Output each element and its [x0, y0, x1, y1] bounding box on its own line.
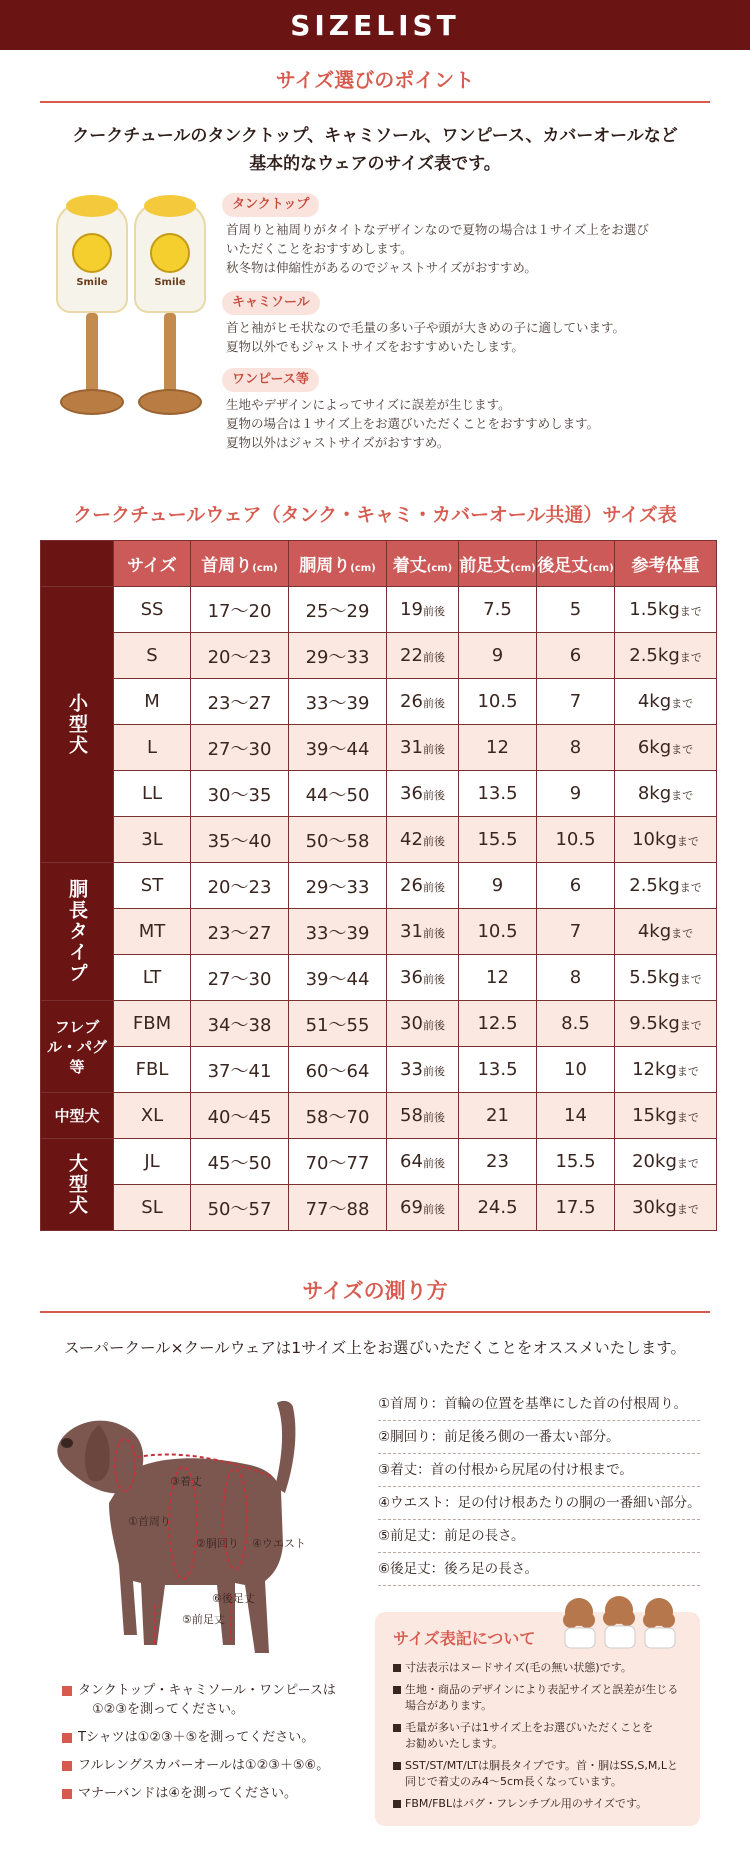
cell-chest: 44〜50: [289, 771, 387, 817]
intro-line: クークチュールのタンクトップ、キャミソール、ワンピース、カバーオールなど: [72, 126, 678, 146]
smile-print: Smile: [76, 277, 108, 288]
description-line: いただくことをおすすめします。: [226, 241, 413, 256]
description-line: 首と袖がヒモ状なので毛量の多い子や頭が大きめの子に適しています。: [226, 320, 626, 335]
list-item-line: ①②③を測ってください。: [92, 1702, 244, 1717]
mannequin-pole: [164, 313, 176, 393]
measure-subtitle: スーパークール×クールウェアは1サイズ上をお選びいただくことをオススメいたします。: [64, 1339, 686, 1357]
list-item: フルレングスカバーオールは①②③＋⑤⑥。: [62, 1756, 372, 1775]
group-header-cell: [41, 541, 114, 587]
list-item: [393, 1720, 688, 1752]
cell-front: 21: [459, 1093, 537, 1139]
cell-back: 17.5: [537, 1185, 615, 1231]
dog-label-waist: ④ウエスト: [252, 1537, 306, 1550]
cell-neck: 45〜50: [191, 1139, 289, 1185]
description-line: 生地やデザインによってサイズに誤差が生じます。: [226, 397, 511, 412]
cell-back: 6: [537, 863, 615, 909]
cell-front: 15.5: [459, 817, 537, 863]
cell-neck: 34〜38: [191, 1001, 289, 1047]
cell-size: LL: [114, 771, 191, 817]
cell-length: 69前後: [387, 1185, 459, 1231]
group-label-small: 小型犬: [41, 587, 114, 863]
cell-back: 9: [537, 771, 615, 817]
cell-chest: 60〜64: [289, 1047, 387, 1093]
header-length: 着丈(cm): [387, 541, 459, 587]
cell-size: 3L: [114, 817, 191, 863]
list-item-line: 場合があります。: [405, 1699, 493, 1712]
cell-chest: 33〜39: [289, 909, 387, 955]
tag-description: [226, 318, 726, 356]
cell-weight: 4kgまで: [615, 679, 717, 725]
description-line: 夏物以外でもジャストサイズをおすすめいたします。: [226, 339, 524, 354]
list-item-line: SST/ST/MT/LTは胴長タイプです。首・胴はSS,S,M,Lと: [405, 1759, 679, 1772]
list-item-line: FBM/FBLはパグ・フレンチブル用のサイズです。: [405, 1797, 648, 1810]
header-banner: [0, 0, 750, 50]
smile-face-icon: [150, 233, 190, 273]
collar: [66, 195, 118, 217]
cell-size: JL: [114, 1139, 191, 1185]
cell-neck: 20〜23: [191, 633, 289, 679]
cell-weight: 1.5kgまで: [615, 587, 717, 633]
cell-neck: 23〜27: [191, 909, 289, 955]
measure-section-title: サイズの測り方: [302, 1279, 448, 1303]
cell-length: 31前後: [387, 909, 459, 955]
cell-size: FBM: [114, 1001, 191, 1047]
header-size: サイズ: [114, 541, 191, 587]
list-item: [393, 1682, 688, 1714]
list-item: マナーバンドは④を測ってください。: [62, 1784, 372, 1803]
table-row: [41, 725, 717, 771]
cell-chest: 58〜70: [289, 1093, 387, 1139]
cell-length: 64前後: [387, 1139, 459, 1185]
list-item: ⑤前足丈：前足の長さ。: [378, 1520, 700, 1553]
cell-chest: 25〜29: [289, 587, 387, 633]
table-row: [41, 1001, 717, 1047]
cell-front: 24.5: [459, 1185, 537, 1231]
mannequin-base: [60, 389, 124, 415]
tag-description: [226, 220, 726, 277]
cell-neck: 37〜41: [191, 1047, 289, 1093]
cell-weight: 20kgまで: [615, 1139, 717, 1185]
measure-guide-list: [62, 1681, 372, 1812]
list-item: Tシャツは①②③＋⑤を測ってください。: [62, 1728, 372, 1747]
cell-weight: 4kgまで: [615, 909, 717, 955]
list-item: ②胴回り：前足後ろ側の一番太い部分。: [378, 1421, 700, 1454]
header-chest: 胴周り(cm): [289, 541, 387, 587]
cell-length: 31前後: [387, 725, 459, 771]
description-line: 夏物の場合は１サイズ上をお選びいただくことをおすすめします。: [226, 416, 600, 431]
table-row: [41, 1185, 717, 1231]
dog-label-length: ③着丈: [170, 1475, 202, 1488]
table-row: [41, 1047, 717, 1093]
measurement-list: [378, 1388, 700, 1586]
cell-weight: 5.5kgまで: [615, 955, 717, 1001]
cell-length: 42前後: [387, 817, 459, 863]
cell-weight: 6kgまで: [615, 725, 717, 771]
description-line: 夏物以外はジャストサイズがおすすめ。: [226, 435, 450, 450]
dog-label-neck: ①首周り: [128, 1515, 171, 1528]
group-label-french: フレブル・パグ等: [41, 1001, 114, 1093]
header-back-leg: 後足丈(cm): [537, 541, 615, 587]
cell-front: 23: [459, 1139, 537, 1185]
mannequin-base: [138, 389, 202, 415]
cell-length: 26前後: [387, 863, 459, 909]
cell-neck: 27〜30: [191, 725, 289, 771]
list-item-line: 寸法表示はヌードサイズ(毛の無い状態)です。: [405, 1661, 632, 1674]
table-row: [41, 817, 717, 863]
mannequin-image: [52, 195, 132, 445]
cell-length: 58前後: [387, 1093, 459, 1139]
group-label-long: 胴長タイプ: [41, 863, 114, 1001]
list-item: ①首周り：首輪の位置を基準にした首の付根周り。: [378, 1388, 700, 1421]
cell-size: SS: [114, 587, 191, 633]
description-line: 秋冬物は伸縮性があるのでジャストサイズがおすすめ。: [226, 260, 537, 275]
header-weight: 参考体重: [615, 541, 717, 587]
smile-face-icon: [72, 233, 112, 273]
table-row: [41, 771, 717, 817]
cell-chest: 29〜33: [289, 633, 387, 679]
collar: [144, 195, 196, 217]
cell-length: 36前後: [387, 955, 459, 1001]
cell-back: 7: [537, 679, 615, 725]
cell-size: LT: [114, 955, 191, 1001]
list-item-line: タンクトップ・キャミソール・ワンピースは: [78, 1683, 336, 1698]
cell-neck: 40〜45: [191, 1093, 289, 1139]
cell-size: SL: [114, 1185, 191, 1231]
size-notation-box: [375, 1612, 700, 1826]
cell-back: 7: [537, 909, 615, 955]
cell-weight: 9.5kgまで: [615, 1001, 717, 1047]
list-item: ④ウエスト：足の付け根あたりの胴の一番細い部分。: [378, 1487, 700, 1520]
table-row: [41, 633, 717, 679]
cell-neck: 35〜40: [191, 817, 289, 863]
cell-chest: 77〜88: [289, 1185, 387, 1231]
cell-front: 12: [459, 955, 537, 1001]
table-row: [41, 955, 717, 1001]
cell-weight: 15kgまで: [615, 1093, 717, 1139]
mannequin-image: [130, 195, 210, 445]
cell-front: 10.5: [459, 909, 537, 955]
list-item-line: 同じで着丈のみ4〜5cm長くなっています。: [405, 1775, 622, 1788]
dog-label-back-leg: ⑥後足丈: [212, 1592, 255, 1605]
cell-back: 8: [537, 725, 615, 771]
intro-text: [0, 122, 750, 178]
size-table-title: クークチュールウェア（タンク・キャミ・カバーオール共通）サイズ表: [73, 504, 677, 526]
cell-length: 30前後: [387, 1001, 459, 1047]
cell-length: 36前後: [387, 771, 459, 817]
cell-weight: 12kgまで: [615, 1047, 717, 1093]
table-row: [41, 679, 717, 725]
cell-size: MT: [114, 909, 191, 955]
cell-weight: 8kgまで: [615, 771, 717, 817]
list-item: ③着丈：首の付根から尻尾の付け根まで。: [378, 1454, 700, 1487]
cell-back: 10.5: [537, 817, 615, 863]
cell-chest: 33〜39: [289, 679, 387, 725]
list-item-line: 毛量が多い子は1サイズ上をお選びいただくことを: [405, 1721, 654, 1734]
cell-neck: 30〜35: [191, 771, 289, 817]
list-item: ⑥後足丈：後ろ足の長さ。: [378, 1553, 700, 1586]
tag-description: [226, 395, 726, 452]
cell-front: 7.5: [459, 587, 537, 633]
list-item: [393, 1660, 688, 1676]
notation-title: サイズ表記について: [393, 1629, 536, 1648]
cell-length: 19前後: [387, 587, 459, 633]
cell-size: M: [114, 679, 191, 725]
poodle-photo: [557, 1590, 682, 1650]
cell-front: 12.5: [459, 1001, 537, 1047]
table-row: [41, 863, 717, 909]
cell-chest: 39〜44: [289, 725, 387, 771]
cell-neck: 50〜57: [191, 1185, 289, 1231]
cell-chest: 39〜44: [289, 955, 387, 1001]
cell-weight: 2.5kgまで: [615, 863, 717, 909]
cell-chest: 29〜33: [289, 863, 387, 909]
cell-length: 33前後: [387, 1047, 459, 1093]
list-item: [62, 1681, 372, 1719]
cell-back: 8: [537, 955, 615, 1001]
divider: [40, 1311, 710, 1313]
cell-back: 10: [537, 1047, 615, 1093]
cell-front: 9: [459, 633, 537, 679]
dog-silhouette: [57, 1401, 295, 1653]
tag-tanktop: タンクトップ: [222, 193, 319, 217]
mannequin-pole: [86, 313, 98, 393]
size-table: [40, 540, 717, 1231]
group-label-medium: 中型犬: [41, 1093, 114, 1139]
cell-neck: 20〜23: [191, 863, 289, 909]
cell-front: 13.5: [459, 1047, 537, 1093]
cell-neck: 27〜30: [191, 955, 289, 1001]
description-line: 首周りと袖周りがタイトなデザインなので夏物の場合は１サイズ上をお選び: [226, 222, 649, 237]
cell-chest: 70〜77: [289, 1139, 387, 1185]
table-row: [41, 587, 717, 633]
point-section-title: サイズ選びのポイント: [275, 68, 475, 92]
divider: [40, 101, 710, 103]
cell-back: 8.5: [537, 1001, 615, 1047]
cell-size: FBL: [114, 1047, 191, 1093]
cell-length: 22前後: [387, 633, 459, 679]
table-header-row: [41, 541, 717, 587]
cell-chest: 50〜58: [289, 817, 387, 863]
header-neck: 首周り(cm): [191, 541, 289, 587]
cell-back: 5: [537, 587, 615, 633]
cell-size: ST: [114, 863, 191, 909]
dog-nose: [61, 1438, 73, 1448]
notation-list: [393, 1660, 688, 1818]
list-item-line: 生地・商品のデザインにより表記サイズと誤差が生じる: [405, 1683, 679, 1696]
table-row: [41, 1139, 717, 1185]
cell-chest: 51〜55: [289, 1001, 387, 1047]
list-item: [393, 1758, 688, 1790]
cell-back: 15.5: [537, 1139, 615, 1185]
cell-size: XL: [114, 1093, 191, 1139]
cell-length: 26前後: [387, 679, 459, 725]
cell-weight: 30kgまで: [615, 1185, 717, 1231]
smile-print: Smile: [154, 277, 186, 288]
tag-camisole: キャミソール: [222, 291, 320, 315]
cell-front: 12: [459, 725, 537, 771]
cell-front: 9: [459, 863, 537, 909]
intro-line: 基本的なウェアのサイズ表です。: [249, 154, 501, 174]
cell-size: S: [114, 633, 191, 679]
cell-front: 10.5: [459, 679, 537, 725]
group-label-large: 大型犬: [41, 1139, 114, 1231]
page-title: SIZELIST: [290, 8, 460, 42]
table-row: [41, 1093, 717, 1139]
cell-weight: 2.5kgまで: [615, 633, 717, 679]
cell-back: 6: [537, 633, 615, 679]
list-item: [393, 1796, 688, 1812]
cell-neck: 23〜27: [191, 679, 289, 725]
dog-label-front-leg: ⑤前足丈: [182, 1613, 225, 1626]
header-front-leg: 前足丈(cm): [459, 541, 537, 587]
table-row: [41, 909, 717, 955]
cell-front: 13.5: [459, 771, 537, 817]
cell-size: L: [114, 725, 191, 771]
list-item-line: お勧めいたします。: [405, 1737, 504, 1750]
tag-onepiece: ワンピース等: [222, 368, 319, 392]
cell-back: 14: [537, 1093, 615, 1139]
cell-weight: 10kgまで: [615, 817, 717, 863]
cell-neck: 17〜20: [191, 587, 289, 633]
dog-label-chest: ②胴回り: [196, 1537, 239, 1550]
